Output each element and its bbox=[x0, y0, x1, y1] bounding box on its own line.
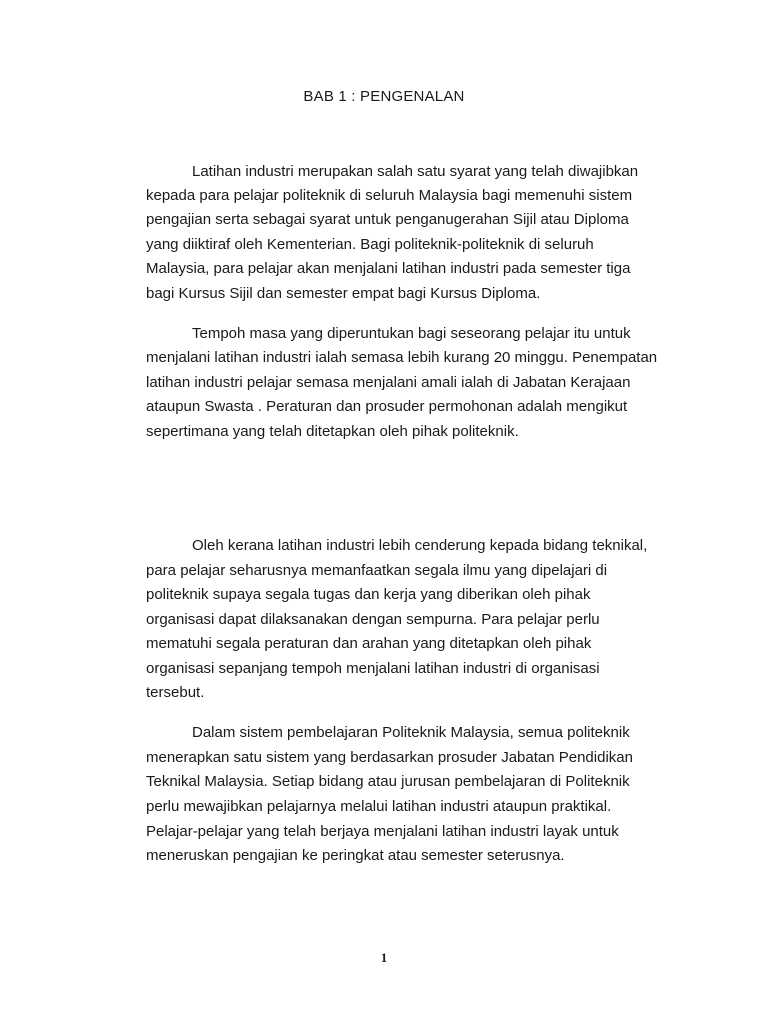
paragraph-line: para pelajar seharusnya memanfaatkan segala ilmu yang dipelajari di bbox=[146, 562, 608, 579]
paragraph-line: ataupun Swasta . Peraturan dan prosuder permohonan adalah mengikut bbox=[146, 398, 628, 415]
paragraph-line: pengajian serta sebagai syarat untuk penganugerahan Sijil atau Diploma bbox=[146, 211, 629, 228]
paragraph-line: politeknik supaya segala tugas dan kerja yang diberikan oleh pihak bbox=[146, 586, 591, 603]
paragraph-line: menerapkan satu sistem yang berdasarkan prosuder Jabatan Pendidikan bbox=[146, 749, 633, 766]
paragraph-line: Dalam sistem pembelajaran Politeknik Malaysia, semua politeknik bbox=[192, 724, 630, 741]
paragraph-line: menjalani latihan industri ialah semasa lebih kurang 20 minggu. Penempatan bbox=[146, 349, 658, 366]
paragraph-line: yang diiktiraf oleh Kementerian. Bagi politeknik-politeknik di seluruh bbox=[146, 236, 594, 253]
paragraph-line: Latihan industri merupakan salah satu syarat yang telah diwajibkan bbox=[192, 163, 639, 180]
paragraph-line: Teknikal Malaysia. Setiap bidang atau jurusan pembelajaran di Politeknik bbox=[146, 773, 630, 790]
paragraph-line: bagi Kursus Sijil dan semester empat bagi Kursus Diploma. bbox=[146, 285, 541, 302]
paragraph-line: kepada para pelajar politeknik di seluruh Malaysia bagi memenuhi sistem bbox=[146, 187, 633, 204]
paragraph-line: Tempoh masa yang diperuntukan bagi seseorang pelajar itu untuk bbox=[192, 325, 631, 342]
paragraph-line: organisasi dapat dilaksanakan dengan sempurna. Para pelajar perlu bbox=[146, 611, 600, 628]
paragraph-line: mematuhi segala peraturan dan arahan yang ditetapkan oleh pihak bbox=[146, 635, 592, 652]
paragraph-line: Pelajar-pelajar yang telah berjaya menjalani latihan industri layak untuk bbox=[146, 823, 619, 840]
paragraph-line: Oleh kerana latihan industri lebih cenderung kepada bidang teknikal, bbox=[192, 537, 648, 554]
paragraph-line: organisasi sepanjang tempoh menjalani latihan industri di organisasi bbox=[146, 660, 600, 677]
paragraph-line: meneruskan pengajian ke peringkat atau semester seterusnya. bbox=[146, 847, 565, 864]
paragraph-line: latihan industri pelajar semasa menjalani amali ialah di Jabatan Kerajaan bbox=[146, 374, 631, 391]
paragraph-line: sepertimana yang telah ditetapkan oleh pihak politeknik. bbox=[146, 423, 519, 440]
paragraph-line: tersebut. bbox=[146, 684, 205, 701]
page-number: 1 bbox=[380, 950, 388, 965]
page-title: BAB 1 : PENGENALAN bbox=[303, 88, 465, 105]
paragraph-line: perlu mewajibkan pelajarnya melalui latihan industri ataupun praktikal. bbox=[146, 798, 612, 815]
paragraph-line: Malaysia, para pelajar akan menjalani latihan industri pada semester tiga bbox=[146, 260, 631, 277]
